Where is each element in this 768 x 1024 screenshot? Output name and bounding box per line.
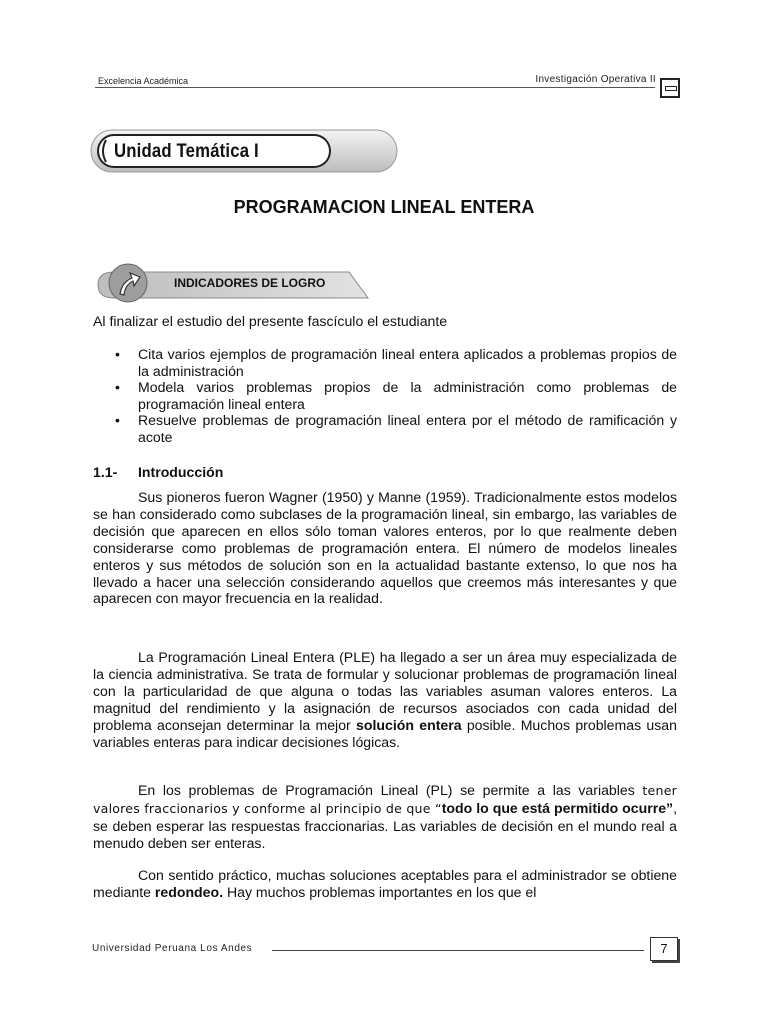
section-title: Introducción — [138, 464, 224, 480]
footer-rule — [272, 950, 644, 951]
paragraph-4: Con sentido práctico, muchas soluciones aceptables para el administrador se obtiene mediante redondeo. Hay muchos problemas importantes en los que el — [93, 867, 677, 900]
indicators-label: INDICADORES DE LOGRO — [174, 276, 326, 290]
page-title: PROGRAMACION LINEAL ENTERA — [233, 197, 535, 217]
header-left-text: Excelencia Académica — [98, 76, 189, 86]
list-item: • Resuelve problemas de programación lineal entera por el método de ramificación y acote — [115, 412, 677, 445]
page-number: 7 — [650, 937, 678, 961]
list-item: • Cita varios ejemplos de programación lineal entera aplicados a problemas propios de la administración — [115, 346, 677, 379]
indicators-banner — [94, 262, 370, 304]
intro-line: Al finalizar el estudio del presente fascículo el estudiante — [93, 313, 448, 329]
paragraph-3: En los problemas de Programación Lineal (PL) se permite a las variables tener valores fraccionarios y conforme al principio de que “todo lo que está permitido ocurre”, se deben esperar las respuestas fraccionarias. Las variables de decisión en el mundo real a menudo deben ser enteras. — [93, 782, 678, 851]
achievement-list — [115, 346, 677, 446]
bullet-icon: • — [115, 346, 120, 362]
paragraph-1: Sus pioneros fueron Wagner (1950) y Manne (1959). Tradicionalmente estos modelos se han considerado como subclases de la programación lineal, sin embargo, las variables de decisión que aparecen en ellos sólo toman valores enteros, por lo que realmente deben considerarse como problemas de programación entera. El número de modelos lineales enteros y sus métodos de solución son en la actualidad bastante extenso, lo que nos ha llevado a hacer una selección considerando aquellos que creemos más interesantes y que aparecen con mayor frecuencia en la realidad. — [93, 489, 677, 607]
header-page-icon — [660, 78, 680, 98]
header-rule — [95, 87, 655, 88]
unit-banner — [90, 128, 400, 174]
bullet-icon: • — [115, 379, 120, 396]
header-right-text: Investigación Operativa II — [535, 74, 656, 85]
section-number: 1.1- — [93, 464, 118, 480]
paragraph-2: La Programación Lineal Entera (PLE) ha llegado a ser un área muy especializada de la ciencia administrativa. Se trata de formular y solucionar problemas de programación lineal con la particularidad de que alguna o todas las variables asuman valores enteros. La magnitud del rendimiento y la asignación de recursos asociados con cada unidad del problema aconsejan determinar la mejor solución entera posible. Muchos problemas usan variables enteras para indicar decisiones lógicas. — [93, 649, 677, 750]
bullet-icon: • — [115, 412, 120, 429]
list-item: • Modela varios problemas propios de la administración como problemas de programación lineal entera — [115, 379, 677, 412]
unit-title: Unidad Temática I — [114, 141, 259, 162]
footer-left-text: Universidad Peruana Los Andes — [92, 943, 253, 954]
